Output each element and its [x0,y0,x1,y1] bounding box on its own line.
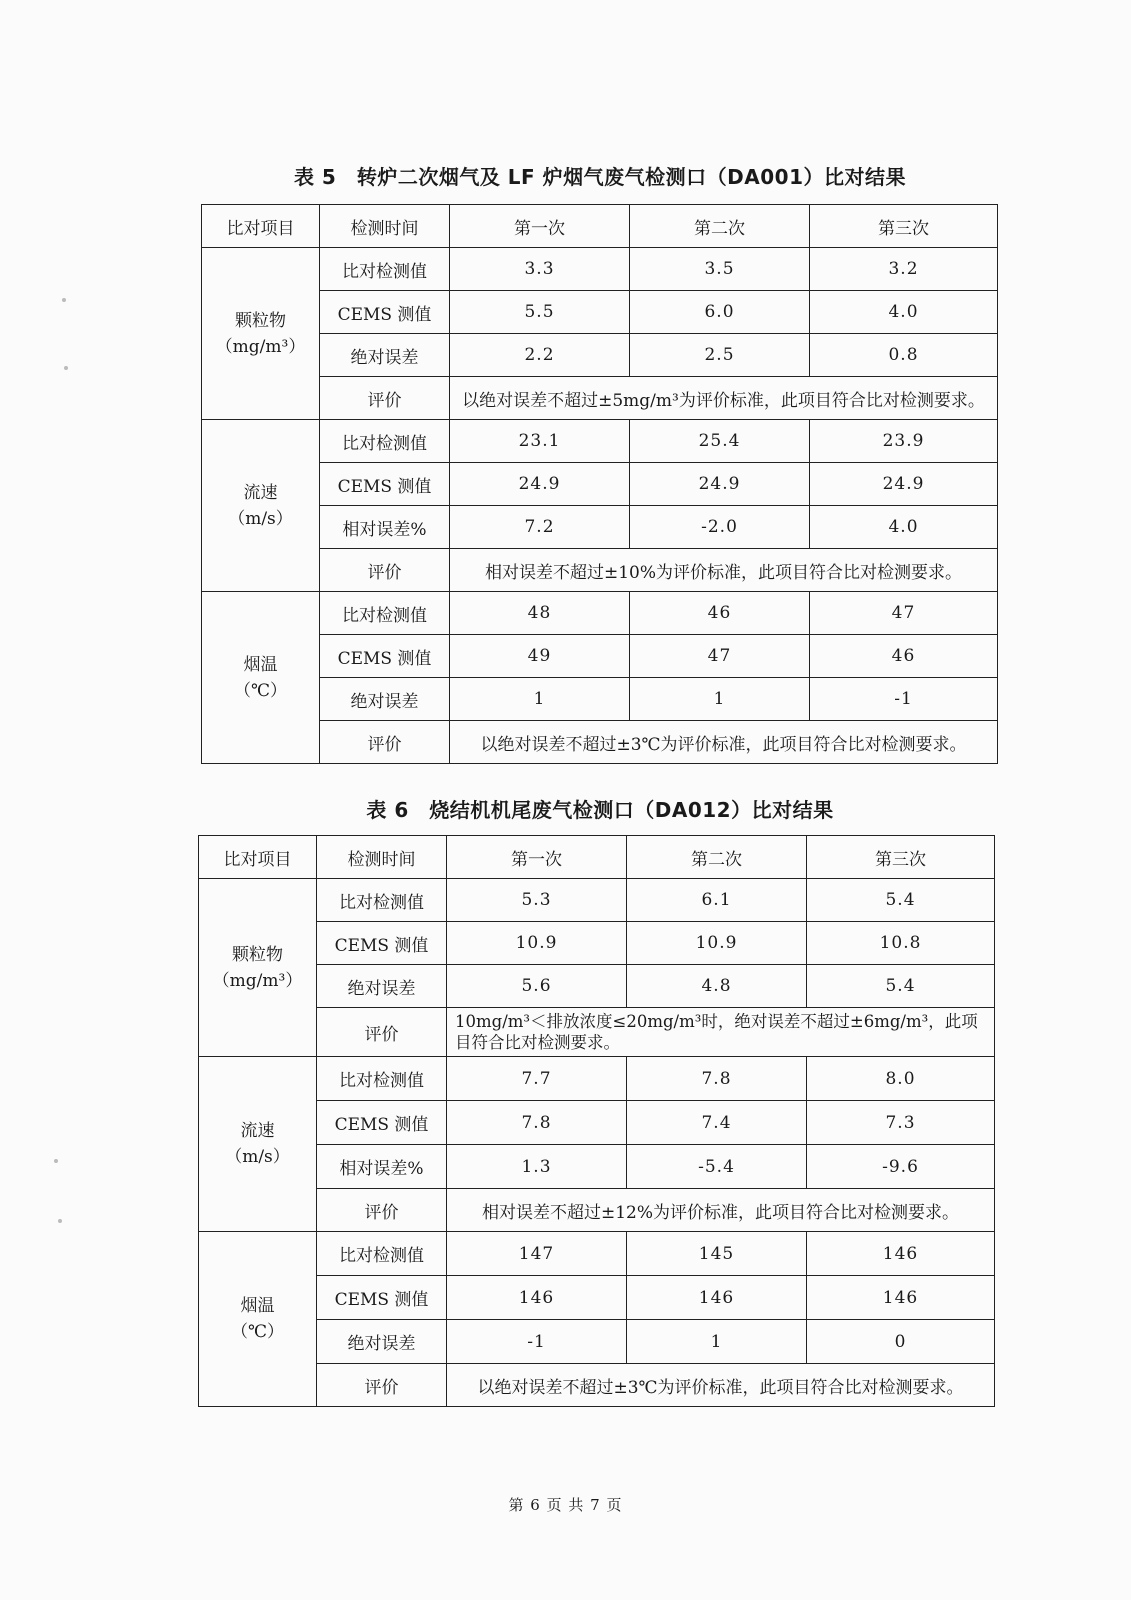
eval-text: 10mg/m³＜排放浓度≤20mg/m³时，绝对误差不超过±6mg/m³，此项目符合比对检测要求。 [447,1008,995,1057]
row-label: CEMS 测值 [317,1276,447,1320]
group-unit: （mg/m³） [215,336,306,357]
value-cell: 5.4 [807,879,995,922]
row-label: 绝对误差 [320,678,450,721]
eval-label: 评价 [317,1008,447,1057]
row-label: 比对检测值 [320,592,450,635]
group-unit: （m/s） [225,1147,290,1167]
eval-text: 相对误差不超过±12%为评价标准，此项目符合比对检测要求。 [447,1189,995,1232]
value-cell: 48 [450,592,630,635]
value-cell: 0.8 [810,334,998,377]
row-label: 比对检测值 [320,420,450,463]
value-cell: 146 [447,1276,627,1320]
value-cell: 3.5 [630,248,810,291]
eval-label: 评价 [317,1189,447,1232]
table-row [199,1057,995,1101]
table-row [202,506,998,549]
table6 [198,835,995,1407]
eval-label: 评价 [320,377,450,420]
header-cell: 第三次 [810,205,998,248]
scan-speck [64,366,68,370]
value-cell: 46 [630,592,810,635]
header-cell: 比对项目 [202,205,320,248]
value-cell: 145 [627,1232,807,1276]
group-unit: （℃） [230,1322,285,1342]
row-label: 比对检测值 [320,248,450,291]
table-row [199,1320,995,1364]
value-cell: 7.8 [627,1057,807,1101]
header-cell: 第三次 [807,836,995,879]
header-cell: 第二次 [630,205,810,248]
value-cell: 5.5 [450,291,630,334]
table-header-row [199,836,995,879]
value-cell: 7.7 [447,1057,627,1101]
table-row [199,1008,995,1057]
value-cell: -5.4 [627,1145,807,1189]
value-cell: 147 [447,1232,627,1276]
value-cell: 10.8 [807,922,995,965]
table-row [202,334,998,377]
row-label: 绝对误差 [320,334,450,377]
value-cell: 5.4 [807,965,995,1008]
table-row [202,420,998,463]
scan-speck [58,1219,62,1223]
table-row [202,291,998,334]
value-cell: 1 [630,678,810,721]
value-cell: -1 [810,678,998,721]
group-name: 烟温 [243,654,278,675]
row-label: CEMS 测值 [320,463,450,506]
value-cell: 24.9 [810,463,998,506]
table-row [199,1276,995,1320]
value-cell: 146 [807,1232,995,1276]
table5-caption: 表 5 转炉二次烟气及 LF 炉烟气废气检测口（DA001）比对结果 [293,165,907,189]
value-cell: 7.4 [627,1101,807,1145]
value-cell: 8.0 [807,1057,995,1101]
group-name: 流速 [243,482,278,503]
value-cell: -1 [447,1320,627,1364]
value-cell: 49 [450,635,630,678]
table6-caption: 表 6 烧结机机尾废气检测口（DA012）比对结果 [366,798,834,822]
table-row [199,1364,995,1407]
header-cell: 检测时间 [320,205,450,248]
row-label: CEMS 测值 [317,1101,447,1145]
value-cell: 3.2 [810,248,998,291]
value-cell: 7.2 [450,506,630,549]
value-cell: 2.5 [630,334,810,377]
header-cell: 第一次 [447,836,627,879]
row-label: 比对检测值 [317,879,447,922]
table-row [199,922,995,965]
value-cell: 46 [810,635,998,678]
table-row [199,879,995,922]
group-name: 颗粒物 [235,310,286,331]
value-cell: 4.0 [810,506,998,549]
value-cell: 3.3 [450,248,630,291]
table-row [199,1232,995,1276]
table-row [202,635,998,678]
table-row [202,463,998,506]
value-cell: 146 [807,1276,995,1320]
row-label: 比对检测值 [317,1057,447,1101]
value-cell: 5.6 [447,965,627,1008]
table-header-row [202,205,998,248]
value-cell: -9.6 [807,1145,995,1189]
value-cell: 6.0 [630,291,810,334]
value-cell: 4.0 [810,291,998,334]
scan-speck [62,298,66,302]
value-cell: 146 [627,1276,807,1320]
table-row [202,549,998,592]
eval-text: 以绝对误差不超过±5mg/m³为评价标准，此项目符合比对检测要求。 [450,377,998,420]
header-cell: 比对项目 [199,836,317,879]
group-name: 烟温 [240,1296,275,1316]
row-label: CEMS 测值 [320,291,450,334]
row-label: 相对误差% [320,506,450,549]
value-cell: 24.9 [630,463,810,506]
group-cell-particulate [199,879,317,1057]
eval-label: 评价 [317,1364,447,1407]
row-label: 绝对误差 [317,965,447,1008]
row-label: CEMS 测值 [317,922,447,965]
eval-text: 以绝对误差不超过±3℃为评价标准，此项目符合比对检测要求。 [447,1364,995,1407]
header-cell: 第二次 [627,836,807,879]
value-cell: 10.9 [627,922,807,965]
value-cell: 7.8 [447,1101,627,1145]
group-cell-particulate [202,248,320,420]
value-cell: 2.2 [450,334,630,377]
table-row [202,592,998,635]
table-row [202,248,998,291]
group-cell-flow-velocity [202,420,320,592]
group-name: 颗粒物 [232,944,283,965]
eval-text: 以绝对误差不超过±3℃为评价标准，此项目符合比对检测要求。 [450,721,998,764]
scan-speck [54,1159,58,1163]
table-row [199,965,995,1008]
value-cell: 1 [627,1320,807,1364]
value-cell: 24.9 [450,463,630,506]
row-label: 相对误差% [317,1145,447,1189]
value-cell: 47 [810,592,998,635]
value-cell: 6.1 [627,879,807,922]
value-cell: 7.3 [807,1101,995,1145]
eval-text: 相对误差不超过±10%为评价标准，此项目符合比对检测要求。 [450,549,998,592]
eval-label: 评价 [320,721,450,764]
group-cell-flow-velocity [199,1057,317,1232]
value-cell: 47 [630,635,810,678]
value-cell: 10.9 [447,922,627,965]
value-cell: 23.9 [810,420,998,463]
table-row [199,1145,995,1189]
table-row [199,1189,995,1232]
table-row [202,377,998,420]
eval-label: 评价 [320,549,450,592]
row-label: CEMS 测值 [320,635,450,678]
value-cell: -2.0 [630,506,810,549]
table-row [202,678,998,721]
value-cell: 1.3 [447,1145,627,1189]
group-unit: （℃） [233,680,288,701]
value-cell: 0 [807,1320,995,1364]
value-cell: 5.3 [447,879,627,922]
value-cell: 4.8 [627,965,807,1008]
value-cell: 25.4 [630,420,810,463]
group-cell-flue-temperature [202,592,320,764]
group-unit: （m/s） [228,508,293,529]
header-cell: 第一次 [450,205,630,248]
table-row [199,1101,995,1145]
group-cell-flue-temperature [199,1232,317,1407]
value-cell: 1 [450,678,630,721]
value-cell: 23.1 [450,420,630,463]
group-unit: （mg/m³） [212,970,303,991]
page-number: 第 6 页 共 7 页 [508,1496,623,1514]
table-row [202,721,998,764]
row-label: 比对检测值 [317,1232,447,1276]
group-name: 流速 [240,1121,275,1141]
table5 [201,204,998,764]
header-cell: 检测时间 [317,836,447,879]
row-label: 绝对误差 [317,1320,447,1364]
